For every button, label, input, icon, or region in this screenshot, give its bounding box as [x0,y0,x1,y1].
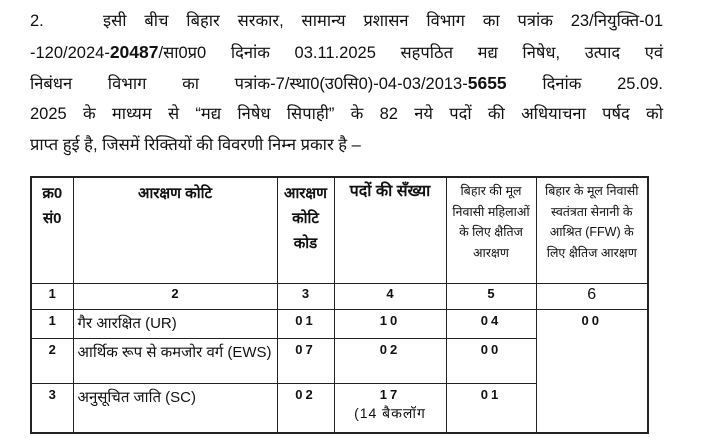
column-number-5: 5 [446,283,536,309]
ffw-merged-cell: 00 [536,309,648,433]
posts-cell: 10 [334,309,446,338]
posts-value: 17 [379,386,401,402]
header-women-reservation: बिहार की मूल निवासी महिलाओं के लिए क्षैतिज आरक्षण [446,177,536,283]
paragraph-line-text: निबंधन विभाग का पत्रांक-7/स्था0(उ0सि0)-04-03/2013-5655 दिनांक 25.09. [30,73,663,93]
women-reservation-cell: 01 [446,383,536,433]
paragraph-number: 2. [30,12,44,30]
column-number-row [31,283,648,309]
posts-cell: 02 [334,338,446,383]
paragraph-line-text: -120/2024-20487/सा0प्र0 दिनांक 03.11.2025 सहपठित मद्य निषेध, उत्पाद एवं [30,42,663,62]
table-header-row [31,177,648,283]
table-row-ur [31,309,648,338]
paragraph-line-1 [30,6,663,37]
category-cell: अनुसूचित जाति (SC) [73,383,277,433]
header-category-code: आरक्षण कोटि कोड [277,177,334,283]
header-ffw-reservation: बिहार के मूल निवासी स्वतंत्रता सेनानी के आश्रित (FFW) के लिए क्षैतिज आरक्षण [536,177,648,283]
header-reservation-category: आरक्षण कोटि [73,177,277,283]
serial-cell: 3 [31,383,73,433]
paragraph-line-4 [30,99,663,130]
column-number-1: 1 [31,283,73,309]
column-number-2: 2 [73,283,277,309]
column-number-6: 6 [536,283,648,309]
posts-cell [334,383,446,433]
serial-cell: 2 [31,338,73,383]
column-number-3: 3 [277,283,334,309]
paragraph-line-3 [30,68,663,99]
code-cell: 07 [277,338,334,383]
serial-cell: 1 [31,309,73,338]
header-serial-no: क्र0 सं0 [31,177,73,283]
column-number-4: 4 [334,283,446,309]
vacancy-table [30,176,649,434]
women-reservation-cell: 04 [446,309,536,338]
intro-paragraph [30,6,663,161]
paragraph-line-text: 2025 के माध्यम से “मद्य निषेध सिपाही” के 82 नये पदों की अधियाचना पर्षद को [30,105,663,123]
category-cell: आर्थिक रूप से कमजोर वर्ग (EWS) [73,338,277,383]
code-cell: 02 [277,383,334,433]
header-post-count: पदों की सँख्या [334,177,446,283]
women-reservation-cell: 00 [446,338,536,383]
paragraph-line-2 [30,37,663,68]
paragraph-line-text: प्राप्त हुई है, जिसमें रिक्तियों की विवरणी निम्न प्रकार है – [30,136,361,154]
code-cell: 01 [277,309,334,338]
paragraph-line-text: इसी बीच बिहार सरकार, सामान्य प्रशासन विभाग का पत्रांक 23/नियुक्ति-01 [103,12,663,30]
category-cell: गैर आरक्षित (UR) [73,309,277,338]
posts-backlog-note: (14 बैकलॉग [354,404,426,421]
paragraph-line-5 [30,130,663,161]
